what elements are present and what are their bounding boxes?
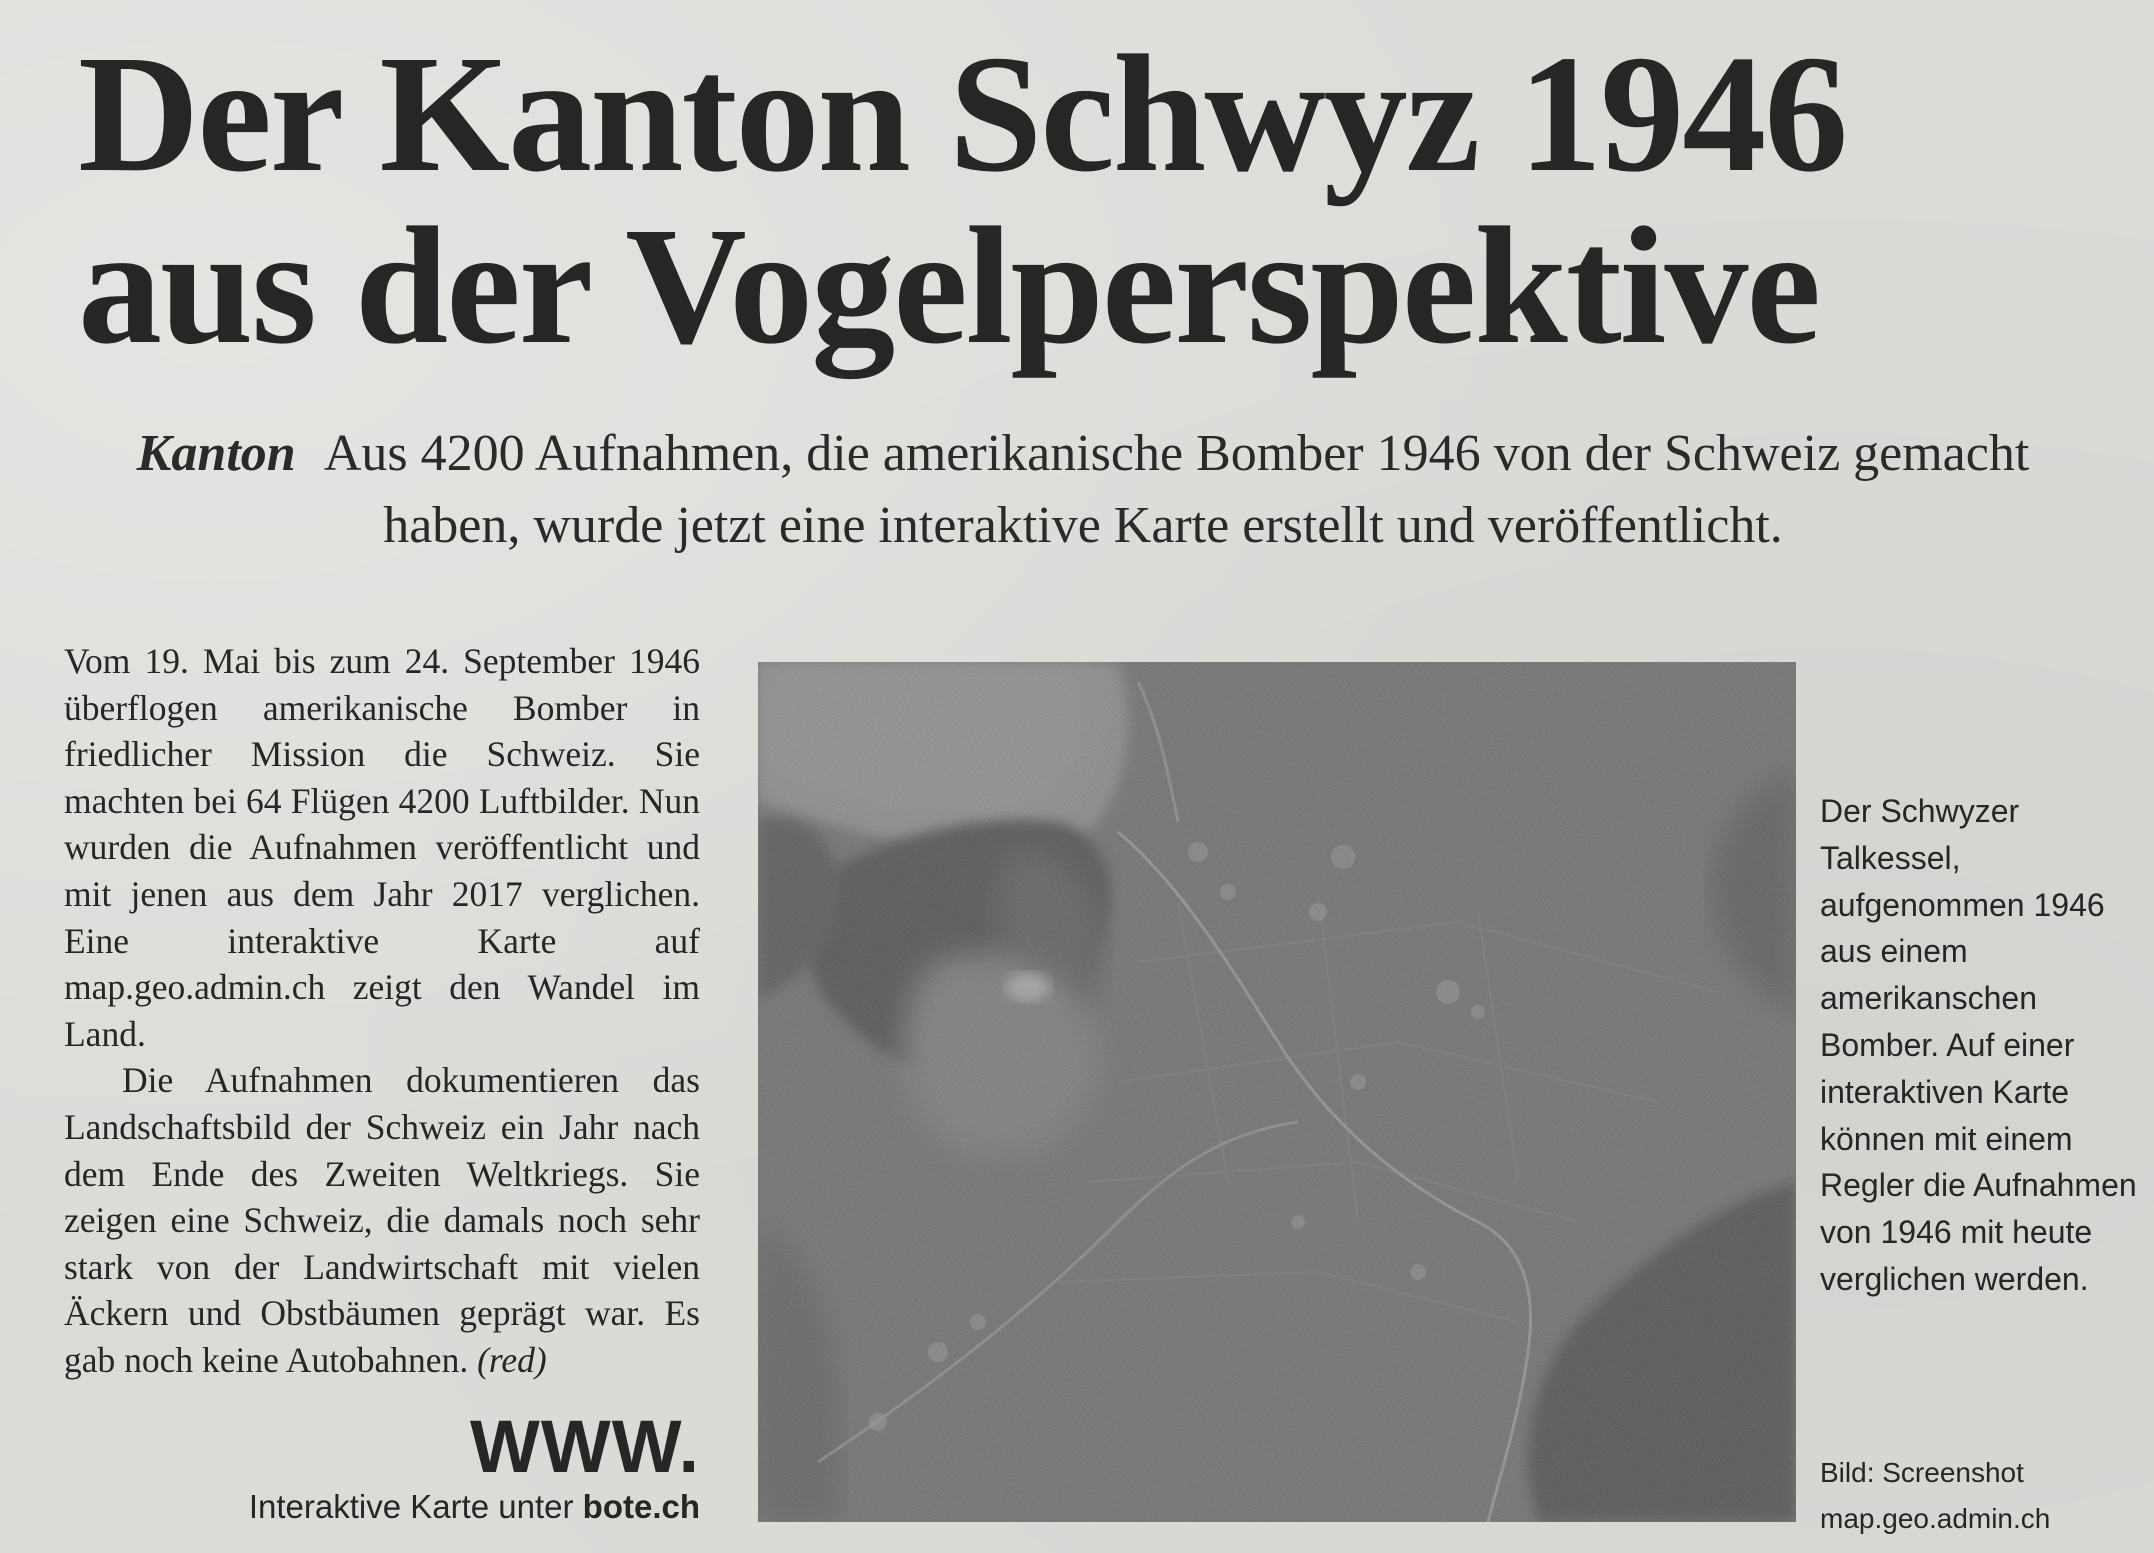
article-body xyxy=(64,638,700,1384)
article-paragraph-2-text: Die Aufnahmen dokumentieren das Landschaftsbild der Schweiz ein Jahr nach dem Ende des Zweiten Weltkriegs. Sie zeigen eine Schweiz, die damals noch sehr stark von der Landwirtschaft mit vielen Äckern und Obstbäumen geprägt war. Es gab noch keine Autobahnen. xyxy=(64,1060,700,1380)
author-signature: (red) xyxy=(477,1339,547,1380)
photo-credit-line-2: map.geo.admin.ch xyxy=(1820,1503,2051,1534)
article-paragraph-2 xyxy=(64,1057,700,1383)
aerial-photo xyxy=(758,662,1796,1522)
www-reference-link: bote.ch xyxy=(582,1488,700,1525)
lead-text: Aus 4200 Aufnahmen, die amerikanische Bomber 1946 von der Schweiz gemacht haben, wurde jetzt eine interaktive Karte erstellt und veröffentlicht. xyxy=(323,425,2030,554)
www-reference-text: Interaktive Karte unter xyxy=(248,1488,574,1525)
www-label: WWW. xyxy=(470,1405,701,1488)
lead-kicker: Kanton xyxy=(136,425,296,482)
headline-line-2: aus der Vogelperspektive xyxy=(78,193,1820,379)
headline xyxy=(78,21,2088,379)
lead-paragraph xyxy=(78,418,2088,562)
article-paragraph-1: Vom 19. Mai bis zum 24. September 1946 überflogen amerikanische Bomber in friedlicher Mission die Schweiz. Sie machten bei 64 Flügen 4200 Luftbilder. Nun wurden die Aufnahmen veröffentlicht und mit jenen aus dem Jahr 2017 verglichen. Eine interaktive Karte auf map.geo.admin.ch zeigt den Wandel im Land. xyxy=(64,641,700,1054)
www-reference xyxy=(130,1488,700,1526)
photo-credit xyxy=(1820,1450,2150,1542)
photo-credit-line-1: Bild: Screenshot xyxy=(1820,1457,2024,1488)
aerial-photo-image xyxy=(758,662,1796,1522)
headline-line-1: Der Kanton Schwyz 1946 xyxy=(78,21,1847,207)
photo-caption: Der Schwyzer Talkessel, aufgenommen 1946 aus einem amerikanschen Bomber. Auf einer interaktiven Karte können mit einem Regler die Aufnahmen von 1946 mit heute verglichen werden. xyxy=(1820,793,2137,1297)
